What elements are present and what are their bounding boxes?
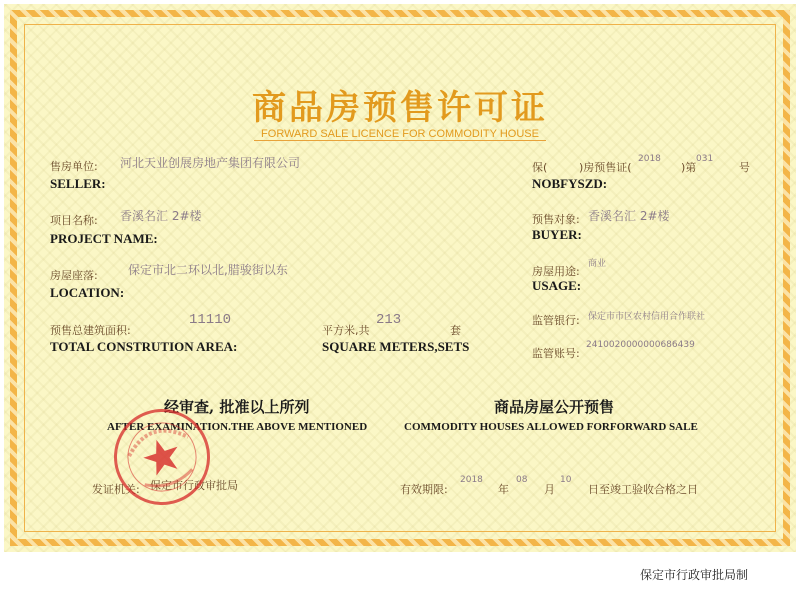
buyer-value: 香溪名汇 2#楼 — [588, 209, 670, 223]
certificate-paper — [4, 4, 796, 552]
permit-prefix: 保( — [532, 161, 548, 174]
account-label-cn: 监管账号: — [532, 347, 580, 360]
approval-text-left-en: AFTER EXAMINATION.THE ABOVE MENTIONED — [107, 421, 368, 433]
bank-label-cn: 监管银行: — [532, 314, 580, 327]
sets-label-cn: 套 — [450, 324, 461, 337]
validity-year: 2018 — [460, 475, 483, 485]
validity-day: 10 — [560, 475, 572, 485]
usage-label-en: USAGE: — [532, 278, 582, 293]
permit-hao: 号 — [739, 161, 750, 174]
seller-label-cn: 售房单位: — [50, 160, 98, 173]
permit-mid: )房预售证( — [579, 161, 632, 174]
bank-value: 保定市市区农村信用合作联社 — [588, 312, 706, 322]
permit-year: 2018 — [638, 154, 661, 164]
project-label-cn: 项目名称: — [50, 214, 98, 227]
area-value: 11110 — [189, 312, 232, 328]
validity-nian: 年 — [498, 483, 509, 496]
buyer-label-cn: 预售对象: — [532, 213, 580, 226]
location-value: 保定市北二环以北,腊骏街以东 — [128, 263, 288, 277]
approval-text-right-en: COMMODITY HOUSES ALLOWED FORFORWARD SALE — [404, 421, 698, 433]
units-value: 213 — [376, 312, 402, 328]
area-label-cn: 预售总建筑面积: — [50, 324, 131, 337]
issuer-label-cn: 发证机关: — [92, 483, 140, 496]
approval-text-right-cn: 商品房屋公开预售 — [494, 398, 615, 416]
validity-label-cn: 有效期限: — [400, 483, 448, 496]
issuer-value: 保定市行政审批局 — [150, 479, 238, 492]
location-label-en: LOCATION: — [50, 285, 125, 300]
certificate-title-en: FORWARD SALE LICENCE FOR COMMODITY HOUSE — [261, 128, 539, 140]
validity-tail: 日至竣工验收合格之日 — [588, 483, 698, 496]
title-underline — [254, 140, 546, 141]
account-value: 2410020000000686439 — [586, 340, 695, 350]
validity-yue: 月 — [544, 483, 555, 496]
footer-issuer-note: 保定市行政审批局制 — [640, 568, 749, 582]
permit-label-en: NOBFYSZD: — [532, 176, 608, 191]
project-value: 香溪名汇 2#楼 — [120, 209, 202, 223]
project-label-en: PROJECT NAME: — [50, 231, 158, 246]
seller-value: 河北天业创展房地产集团有限公司 — [120, 156, 301, 170]
usage-label-cn: 房屋用途: — [532, 265, 580, 278]
usage-value: 商业 — [588, 259, 607, 269]
permit-number: 031 — [696, 154, 714, 164]
area-label-en: TOTAL CONSTRUTION AREA: — [50, 339, 238, 354]
approval-text-left-cn: 经审查, 批准以上所列 — [164, 398, 310, 416]
validity-month: 08 — [516, 475, 528, 485]
area-unit-cn: 平方米,共 — [322, 324, 370, 337]
permit-suffix: )第 — [681, 161, 697, 174]
certificate-title-cn: 商品房预售许可证 — [252, 88, 548, 128]
seller-label-en: SELLER: — [50, 176, 106, 191]
buyer-label-en: BUYER: — [532, 227, 582, 242]
location-label-cn: 房屋座落: — [50, 269, 98, 282]
area-unit-en: SQUARE METERS,SETS — [322, 339, 470, 354]
